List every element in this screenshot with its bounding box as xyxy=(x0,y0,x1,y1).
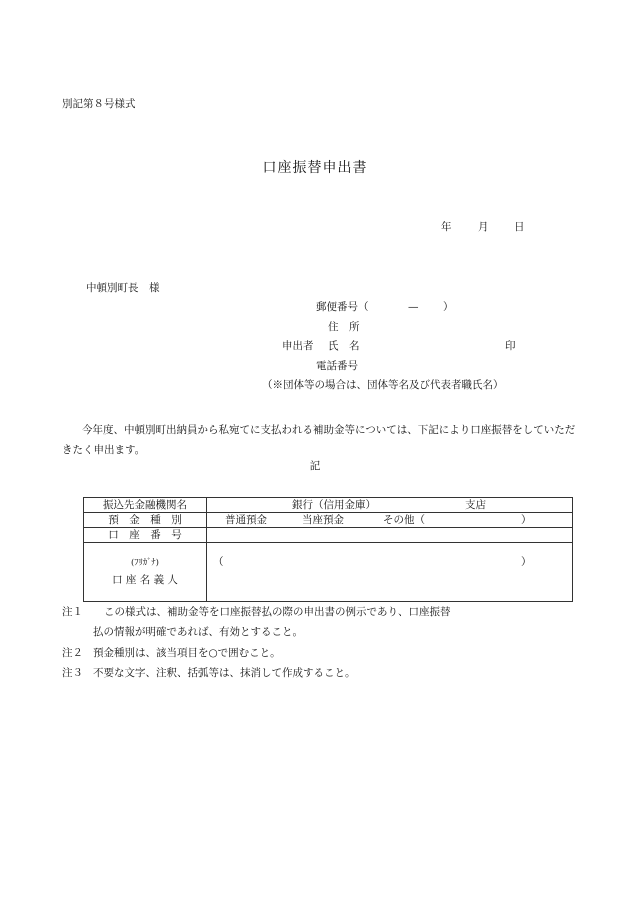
postal-code-dash: — xyxy=(408,301,419,313)
group-note: （※団体等の場合は、団体等名及び代表者職氏名） xyxy=(262,379,504,391)
address-label: 住 所 xyxy=(328,321,360,333)
type-other: その他（ xyxy=(383,514,425,526)
date-year-label: 年 xyxy=(441,221,452,233)
type-other-close: ） xyxy=(521,514,532,526)
note-1-mark: 注１ xyxy=(62,606,83,618)
holder-open: （ xyxy=(213,556,224,568)
type-current: 当座預金 xyxy=(302,514,344,526)
furigana-label: (ﾌﾘｶﾞﾅ) xyxy=(131,558,159,568)
bank-value: 銀行（信用金庫） xyxy=(292,499,376,511)
name-label: 氏 名 xyxy=(328,340,360,352)
holder-value-cell xyxy=(207,543,573,602)
account-table xyxy=(83,497,573,602)
ki-heading: 記 xyxy=(309,460,321,472)
table-row-type xyxy=(84,513,573,528)
table-row-holder xyxy=(84,543,573,602)
type-label: 預 金 種 別 xyxy=(84,513,207,528)
request-text-content: 今年度、中頓別町出納員から私宛てに支払われる補助金等については、下記により口座振替をしていただきたく申出ます。 xyxy=(62,424,576,456)
date-month-label: 月 xyxy=(478,221,489,233)
type-ordinary: 普通預金 xyxy=(225,514,267,526)
branch-value: 支店 xyxy=(465,499,486,511)
note-1-line-2: 払の情報が明確であれば、有効とすること。 xyxy=(93,626,303,638)
note-3-mark: 注３ xyxy=(62,667,83,679)
note-2-text: 預金種別は、該当項目を○で囲むこと。 xyxy=(93,647,281,659)
postal-code-label: 郵便番号（ xyxy=(316,301,369,313)
note-2-mark: 注２ xyxy=(62,647,83,659)
seal-mark: 印 xyxy=(505,340,516,352)
number-label: 口 座 番 号 xyxy=(84,528,207,543)
table-row-bank xyxy=(84,498,573,513)
note-1-line-1: この様式は、補助金等を口座振替払の際の申出書の例示であり、口座振替 xyxy=(104,606,451,618)
type-value-cell xyxy=(207,513,573,528)
request-text xyxy=(62,420,582,460)
page-title: 口座振替申出書 xyxy=(262,160,368,176)
phone-label: 電話番号 xyxy=(316,360,358,372)
table-row-number xyxy=(84,528,573,543)
number-value-cell xyxy=(207,528,573,543)
bank-label: 振込先金融機関名 xyxy=(84,498,207,513)
date-day-label: 日 xyxy=(514,221,525,233)
postal-code-close: ） xyxy=(443,301,454,313)
holder-label: 口 座 名 義 人 xyxy=(112,574,178,586)
bank-value-cell xyxy=(207,498,573,513)
holder-label-cell xyxy=(84,543,207,602)
addressee: 中頓別町長 様 xyxy=(86,282,160,294)
note-3-text: 不要な文字、注釈、括弧等は、抹消して作成すること。 xyxy=(93,667,356,679)
applicant-label: 申出者 xyxy=(282,340,314,352)
form-number: 別記第８号様式 xyxy=(62,98,136,110)
holder-close: ） xyxy=(521,556,532,568)
